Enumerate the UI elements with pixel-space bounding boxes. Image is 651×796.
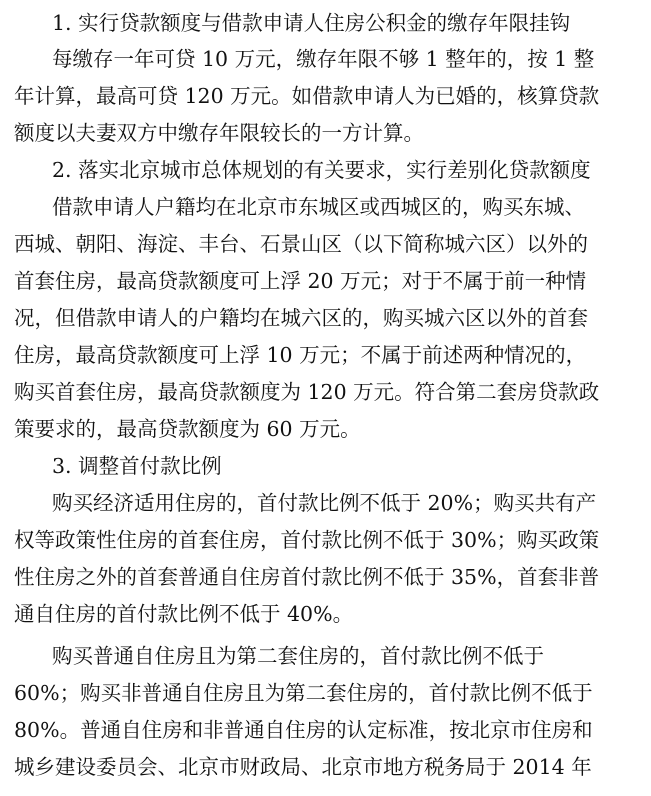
paragraph-line: 每缴存一年可贷 10 万元，缴存年限不够 1 整年的，按 1 整 xyxy=(52,47,595,71)
paragraph-line: 购买首套住房，最高贷款额度为 120 万元。符合第二套房贷款政 xyxy=(14,380,600,404)
paragraph-line: 通自住房的首付款比例不低于 40%。 xyxy=(14,602,354,626)
heading-differential-limit: 2. 落实北京城市总体规划的有关要求，实行差别化贷款额度 xyxy=(52,158,591,182)
paragraph-line: 权等政策性住房的首套住房，首付款比例不低于 30%；购买政策 xyxy=(14,528,600,552)
paragraph-line: 况，但借款申请人的户籍均在城六区的，购买城六区以外的首套 xyxy=(14,306,588,330)
paragraph-line: 城乡建设委员会、北京市财政局、北京市地方税务局于 2014 年 xyxy=(14,755,592,779)
paragraph-line: 60%；购买非普通自住房且为第二套住房的，首付款比例不低于 xyxy=(14,681,593,705)
paragraph-line: 年计算，最高可贷 120 万元。如借款申请人为已婚的，核算贷款 xyxy=(14,84,600,108)
paragraph-line: 西城、朝阳、海淀、丰台、石景山区（以下简称城六区）以外的 xyxy=(14,232,588,256)
paragraph-line: 性住房之外的首套普通自住房首付款比例不低于 35%，首套非普 xyxy=(14,565,600,589)
paragraph-line: 额度以夫妻双方中缴存年限较长的一方计算。 xyxy=(14,121,424,145)
paragraph-line: 80%。普通自住房和非普通自住房的认定标准，按北京市住房和 xyxy=(14,718,593,742)
paragraph-line: 住房，最高贷款额度可上浮 10 万元；不属于前述两种情况的， xyxy=(14,343,587,367)
heading-loan-limit: 1. 实行贷款额度与借款申请人住房公积金的缴存年限挂钩 xyxy=(52,11,571,35)
paragraph-line: 购买普通自住房且为第二套住房的，首付款比例不低于 xyxy=(52,644,544,668)
paragraph-line: 借款申请人户籍均在北京市东城区或西城区的，购买东城、 xyxy=(52,195,585,219)
heading-down-payment: 3. 调整首付款比例 xyxy=(52,454,222,478)
paragraph-line: 购买经济适用住房的，首付款比例不低于 20%；购买共有产 xyxy=(52,491,597,515)
paragraph-line: 首套住房，最高贷款额度可上浮 20 万元；对于不属于前一种情 xyxy=(14,269,587,293)
paragraph-line: 策要求的，最高贷款额度为 60 万元。 xyxy=(14,417,361,441)
